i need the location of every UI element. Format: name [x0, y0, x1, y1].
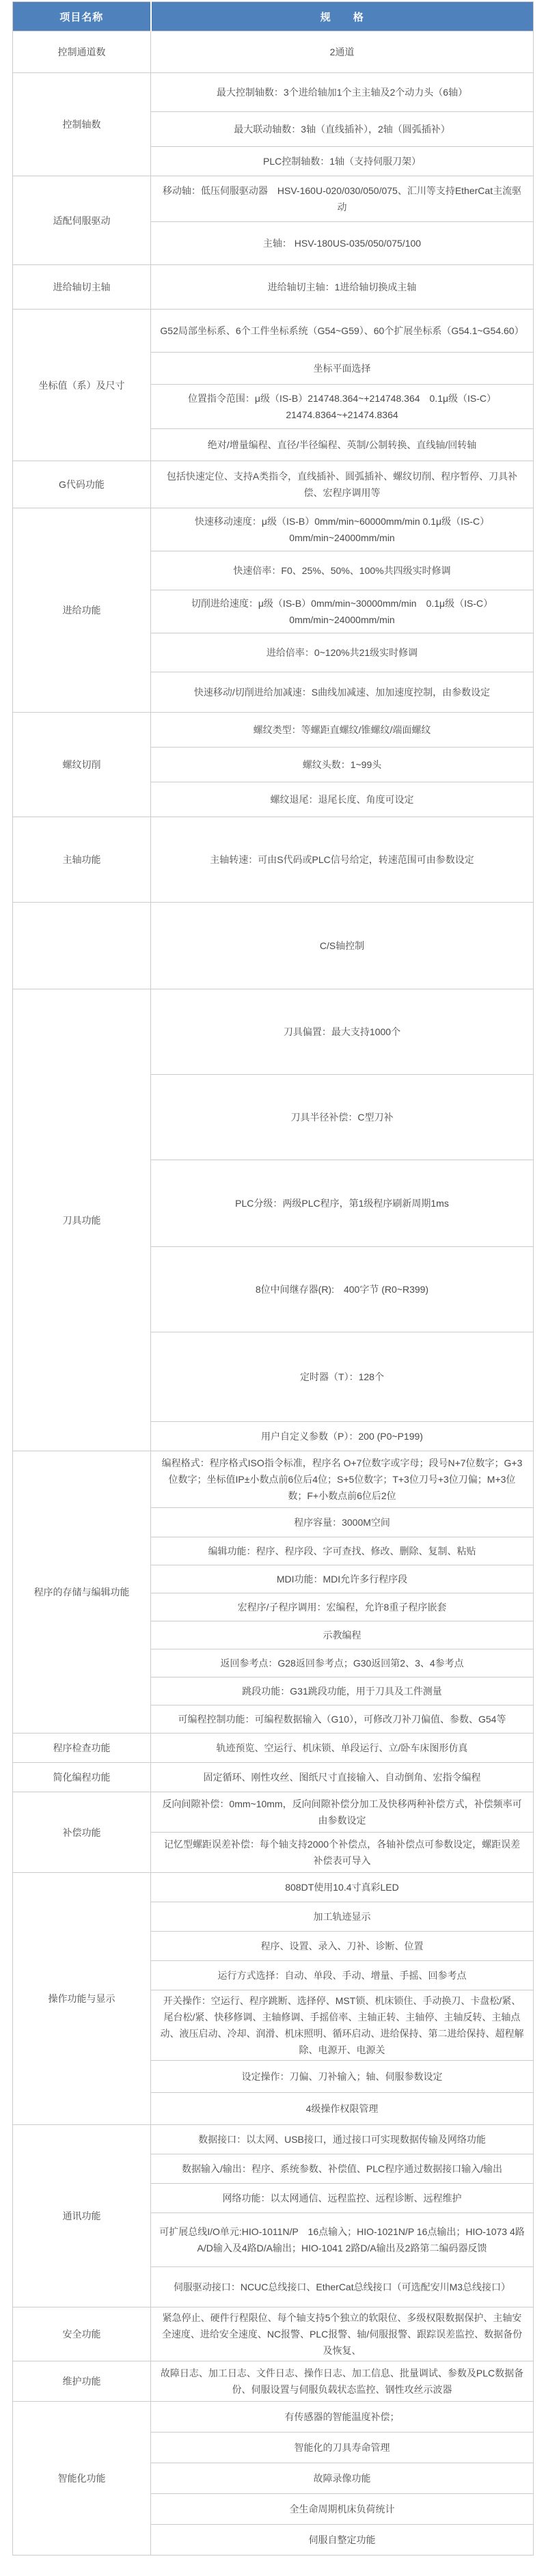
spec-cell: 快速移动/切削进给加减速：S曲线加减速、加加速度控制，由参数设定 — [151, 672, 534, 713]
spec-cell: 全生命周期机床负荷统计 — [151, 2494, 534, 2525]
spec-cell: 返回参考点：G28返回参考点；G30返回第2、3、4参考点 — [151, 1649, 534, 1677]
spec-cell: 伺服自整定功能 — [151, 2525, 534, 2556]
spec-cell: 定时器（T）：128个 — [151, 1332, 534, 1422]
row-group-label: 进给轴切主轴 — [13, 265, 151, 310]
spec-cell: 网络功能：以太网通信、远程监控、远程诊断、远程维护 — [151, 2184, 534, 2213]
row-group-label: 简化编程功能 — [13, 1763, 151, 1792]
table-row — [13, 1451, 534, 1508]
table-row — [13, 1792, 534, 1833]
spec-cell: 设定操作：刀偏、刀补输入；轴、伺服参数设定 — [151, 2061, 534, 2093]
table-row — [13, 310, 534, 353]
row-group-label — [13, 903, 151, 989]
table-header-row — [13, 2, 534, 31]
table-row — [13, 2361, 534, 2402]
table-row — [13, 176, 534, 222]
table-row — [13, 31, 534, 73]
row-group-label: 通讯功能 — [13, 2125, 151, 2307]
spec-cell: 2通道 — [151, 31, 534, 73]
spec-cell: C/S轴控制 — [151, 903, 534, 989]
row-group-label: 安全功能 — [13, 2307, 151, 2361]
spec-cell: 编程格式：程序格式ISO指令标准，程序名 O+7位数字或字母；段号N+7位数字；G+3位数字；坐标值IP±小数点前6位后4位；S+5位数字；T+3位刀号+3位刀偏；M+3位数；F+小数点前6位后2位 — [151, 1451, 534, 1508]
header-item-name: 项目名称 — [13, 2, 151, 31]
spec-cell: 可扩展总线I/O单元:HIO-1011N/P 16点输入；HIO-1021N/P 16点输出；HIO-1073 4路A/D输入及4路D/A输出；HIO-1041 2路D/A输出及2路第二编码器反馈 — [151, 2213, 534, 2267]
table-row — [13, 73, 534, 112]
table-row — [13, 2125, 534, 2154]
table-row — [13, 903, 534, 989]
spec-cell: 数据输入/输出：程序、系统参数、补偿值、PLC程序通过数据接口输入/输出 — [151, 2154, 534, 2184]
row-group-label: 程序的存储与编辑功能 — [13, 1451, 151, 1734]
spec-cell: 开关操作：空运行、程序跳断、选择停、MST锁、机床锁住、手动换刀、卡盘松/紧、尾台松/紧、快移修调、主轴修调、手摇倍率、主轴正转、主轴停、主轴反转、主轴点动、液压启动、冷却、润滑、机床照明、循环启动、进给保持、第二进给保持、超程解除、电源开、电源关 — [151, 1990, 534, 2061]
spec-cell: 程序、设置、录入、刀补、诊断、位置 — [151, 1932, 534, 1961]
spec-cell: 最大联动轴数：3轴（直线插补），2轴（圆弧插补） — [151, 112, 534, 147]
row-group-label: 进给功能 — [13, 508, 151, 713]
row-group-label: 适配伺服驱动 — [13, 176, 151, 265]
spec-cell: 刀具半径补偿：C型刀补 — [151, 1075, 534, 1160]
spec-cell: 轨迹预览、空运行、机床锁、单段运行、立/卧车床图形仿真 — [151, 1734, 534, 1763]
spec-cell: 用户自定义参数（P）：200 (P0~P199) — [151, 1422, 534, 1451]
row-group-label: 智能化功能 — [13, 2402, 151, 2556]
table-row — [13, 817, 534, 903]
spec-cell: 移动轴：低压伺服驱动器 HSV-160U-020/030/050/075、汇川等支持EtherCat主流驱动 — [151, 176, 534, 222]
spec-cell: 可编程控制功能：可编程数据输入（G10），可修改刀补刀偏值、参数、G54等 — [151, 1705, 534, 1734]
row-group-label: 程序检查功能 — [13, 1734, 151, 1763]
spec-cell: G52局部坐标系、6个工件坐标系统（G54~G59）、60个扩展坐标系（G54.1~G54.60） — [151, 310, 534, 353]
table-row — [13, 1734, 534, 1763]
spec-cell: 紧急停止、硬件行程限位、每个轴支持5个独立的软限位、多级权限数据保护、主轴安全速度、进给安全速度、NC报警、PLC报警、轴/伺服报警、跟踪误差监控、数据备份及恢复、 — [151, 2307, 534, 2361]
spec-cell: PLC控制轴数：1轴（支持伺服刀架） — [151, 147, 534, 176]
table-row — [13, 713, 534, 748]
row-group-label: 主轴功能 — [13, 817, 151, 903]
row-group-label: 刀具功能 — [13, 989, 151, 1451]
spec-cell: 绝对/增量编程、直径/半径编程、英制/公制转换、直线轴/回转轴 — [151, 429, 534, 461]
table-row — [13, 989, 534, 1075]
spec-cell: 808DT使用10.4寸真彩LED — [151, 1873, 534, 1902]
table-row — [13, 2402, 534, 2433]
spec-cell: 最大控制轴数：3个进给轴加1个主主轴及2个动力头（6轴） — [151, 73, 534, 112]
spec-cell: 智能化的刀具寿命管理 — [151, 2433, 534, 2463]
spec-cell: 螺纹头数：1~99头 — [151, 748, 534, 782]
table-row — [13, 265, 534, 310]
row-group-label: 补偿功能 — [13, 1792, 151, 1873]
spec-cell: 加工轨迹显示 — [151, 1902, 534, 1932]
spec-cell: 记忆型螺距误差补偿：每个轴支持2000个补偿点，各轴补偿点可参数设定，螺距误差补偿表可导入 — [151, 1833, 534, 1873]
row-group-label: 控制通道数 — [13, 31, 151, 73]
row-group-label: 坐标值（系）及尺寸 — [13, 310, 151, 461]
spec-cell: 快速移动速度：μ级（IS-B）0mm/min~60000mm/min 0.1μ级（IS-C）0mm/min~24000mm/min — [151, 508, 534, 551]
spec-table — [12, 1, 534, 2556]
spec-cell: 刀具偏置：最大支持1000个 — [151, 989, 534, 1075]
spec-cell: 程序容量：3000M空间 — [151, 1508, 534, 1537]
row-group-label: 操作功能与显示 — [13, 1873, 151, 2125]
spec-cell: 固定循环、刚性攻丝、图纸尺寸直接输入、自动倒角、宏指令编程 — [151, 1763, 534, 1792]
row-group-label: G代码功能 — [13, 461, 151, 508]
row-group-label: 螺纹切削 — [13, 713, 151, 817]
spec-cell: 主轴： HSV-180US-035/050/075/100 — [151, 222, 534, 265]
spec-cell: 故障日志、加工日志、文件日志、操作日志、加工信息、批量调试、参数及PLC数据备份、伺服设置与伺服负载状态监控、钢性攻丝示波器 — [151, 2361, 534, 2402]
spec-cell: 进给轴切主轴：1进给轴切换成主轴 — [151, 265, 534, 310]
row-group-label: 维护功能 — [13, 2361, 151, 2402]
table-row — [13, 508, 534, 551]
table-row — [13, 2307, 534, 2361]
spec-cell: 8位中间继存器(R): 400字节 (R0~R399) — [151, 1247, 534, 1332]
spec-cell: 包括快速定位、支持A类指令，直线插补、圆弧插补、螺纹切削、程序暂停、刀具补偿、宏程序调用等 — [151, 461, 534, 508]
spec-cell: 位置指令范围：μ级（IS-B）214748.364~+214748.364 0.1μ级（IS-C）21474.8364~+21474.8364 — [151, 385, 534, 429]
spec-cell: 宏程序/子程序调用：宏编程，允许8重子程序嵌套 — [151, 1593, 534, 1621]
spec-cell: 坐标平面选择 — [151, 353, 534, 385]
spec-cell: 螺纹类型：等螺距直螺纹/锥螺纹/端面螺纹 — [151, 713, 534, 748]
spec-cell: 快速倍率：F0、25%、50%、100%共四级实时修调 — [151, 551, 534, 590]
spec-cell: 进给倍率：0~120%共21级实时修调 — [151, 633, 534, 672]
spec-table-body — [13, 31, 534, 2556]
spec-table-header — [13, 2, 534, 31]
spec-cell: 伺服驱动接口：NCUC总线接口、EtherCat总线接口（可选配安川M3总线接口） — [151, 2267, 534, 2307]
spec-cell: 跳段功能：G31跳段功能，用于刀具及工件测量 — [151, 1677, 534, 1705]
spec-cell: 数据接口：以太网、USB接口，通过接口可实现数据传输及网络功能 — [151, 2125, 534, 2154]
table-row — [13, 461, 534, 508]
spec-cell: 螺纹退尾：退尾长度、角度可设定 — [151, 782, 534, 817]
spec-cell: 运行方式选择：自动、单段、手动、增量、手摇、回参考点 — [151, 1961, 534, 1990]
spec-cell: 故障录像功能 — [151, 2463, 534, 2494]
spec-cell: 切削进给速度：μ级（IS-B）0mm/min~30000mm/min 0.1μ级（IS-C）0mm/min~24000mm/min — [151, 590, 534, 633]
row-group-label: 控制轴数 — [13, 73, 151, 176]
header-spec: 规 格 — [151, 2, 534, 31]
spec-cell: MDI功能：MDI允许多行程序段 — [151, 1565, 534, 1593]
table-row — [13, 1763, 534, 1792]
table-row — [13, 1873, 534, 1902]
spec-cell: 有传感器的智能温度补偿； — [151, 2402, 534, 2433]
spec-cell: 示教编程 — [151, 1621, 534, 1649]
spec-cell: 主轴转速：可由S代码或PLC信号给定，转速范围可由参数设定 — [151, 817, 534, 903]
spec-cell: PLC分级：两级PLC程序，第1级程序刷新周期1ms — [151, 1160, 534, 1247]
spec-cell: 反向间隙补偿：0mm~10mm，反向间隙补偿分加工及快移两种补偿方式，补偿频率可由参数设定 — [151, 1792, 534, 1833]
spec-cell: 编辑功能：程序、程序段、字可查找、修改、删除、复制、粘贴 — [151, 1537, 534, 1565]
spec-cell: 4级操作权限管理 — [151, 2093, 534, 2125]
